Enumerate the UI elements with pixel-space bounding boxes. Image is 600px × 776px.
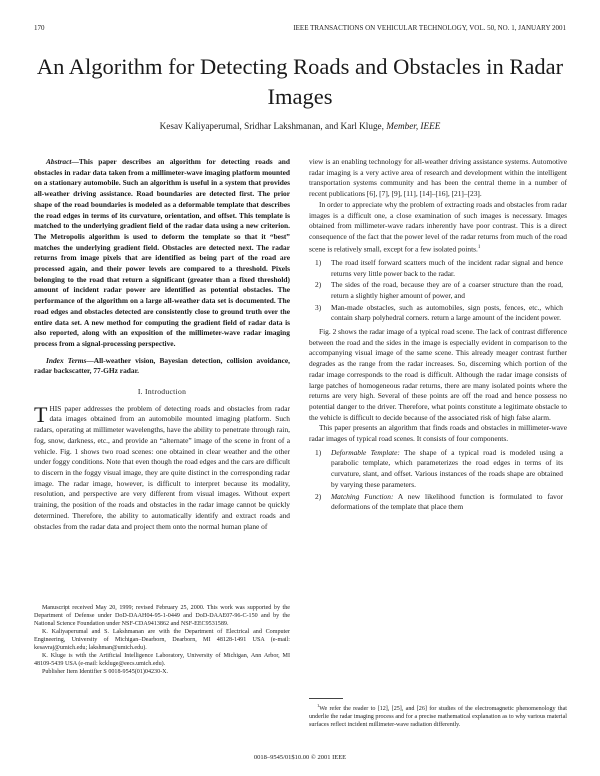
journal-header: IEEE TRANSACTIONS ON VEHICULAR TECHNOLOGY, VOL. 50, NO. 1, JANUARY 2001 [293,24,566,32]
index-terms-text: All-weather vision, Bayesian detection, collision avoidance, radar backscatter, 77-GHz radar. [34,355,290,376]
footnote-affiliation-1: K. Kaliyaperumal and S. Lakshmanan are with the Department of Electrical and Computer Engineering, University of Michigan–Dearborn, Dearborn, MI 48128-1491 USA (e-mail: kesavraj@umich.edu; lakshman@umich.edu). [34,629,290,651]
author-names: Kesav Kaliyaperumal, Sridhar Lakshmanan, and Karl Kluge, [159,121,384,131]
section-heading: I. Introduction [137,387,187,397]
scatter-list [309,258,567,324]
index-terms-label: Index Terms— [46,355,94,365]
right-paragraph-3: Fig. 2 shows the radar image of a typical road scene. The lack of contrast difference between the road and the sides in the image is especially evident in comparison to the accompanying visual image of the same scene. This already meager contrast further degrades as the range from the radar increases. So, discerning which portion of the radar image corresponds to the road is difficult. Although the radar image consists of large patches of homogeneous radar returns, there are many isolated points where the returns are very high. Several of these points are off the road and hence possess no potential danger to the driver. Therefore, what points constitute a legitimate obstacle to the vehicle is difficult to decide because of the associated risk of high false alarm. [309,327,567,422]
running-header [34,24,566,36]
intro-text: HIS paper addresses the problem of detecting roads and obstacles from radar data images obtained from an automobile mounted imaging platform. Such radars, operating at millimeter wavelengths, have the ability to penetrate through rain, fog, snow, darkness, etc., and provide an “alternate” image of the scene in front of a vehicle. Fig. 1 shows two road scenes: one obtained in clear weather and the other under foggy conditions. Note that even though the road edges and the cars are difficult to discern in the foggy visual image, they are quite distinct in the corresponding radar image. The radar image, however, is difficult to interpret because its modality, resolution, and perspective are very different from visual images. Without expert training, the position of the roads and obstacles in the radar image cannot be quickly determined. Therefore, the ability to automatically identify and extract roads and obstacles from the radar data and project them onto the normal human plane of [34,403,290,531]
right-footnote [309,698,567,729]
left-footnotes [34,604,290,676]
components-list [309,448,567,513]
right-column [309,157,567,516]
author-line [20,121,580,131]
abstract-label: Abstract— [46,157,79,166]
list-item: 3) Man-made obstacles, such as automobiles, sign posts, fences, etc., which contain sharp polyhedral corners. return a large amount of the incident power. [315,302,563,323]
right-paragraph-2 [309,200,567,255]
list-item: 2) Matching Function: A new likelihood function is formulated to favor deformations of the template that place them [315,491,563,512]
index-terms [34,356,290,377]
right-paragraph-4: This paper presents an algorithm that finds roads and obstacles in millimeter-wave radar images of typical road scenes. It consists of four components. [309,423,567,444]
list-item: 2) The sides of the road, because they are of a coarser structure than the road, return a slightly higher amount of power, and [315,280,563,300]
intro-paragraph [34,401,290,532]
list-item: 1) The road itself forward scatters much of the incident radar signal and hence returns very little power back to the radar. [315,257,563,278]
footnote-mark: 1 [477,244,481,250]
abstract [34,157,290,350]
left-column [34,157,290,532]
footnote-1: $^1$We refer the reader to [12], [25], and [26] for studies of the electromagnetic phenomenology that underlie the radar imaging process and for a precise mathematical explanation as to why various material surfaces reflect incident millimeter-wave radiation differently. [309,703,567,729]
footnote-affiliation-2: K. Kluge is with the Artificial Intelligence Laboratory, University of Michigan, Ann Arbor, MI 48109-5439 USA (e-mail: kckluge@eecs.umich.edu). [34,653,290,667]
copyright-footer: 0018–9545/01$10.00 © 2001 IEEE [253,754,347,761]
drop-cap: T [34,401,48,427]
paper-title: An Algorithm for Detecting Roads and Obstacles in Radar Images [36,54,564,109]
footnote-rule [309,698,343,699]
footnote-manuscript: Manuscript received May 20, 1999; revised February 25, 2000. This work was supported by the Department of Defense under DoD-DAAH04-95-1-0449 and DoD-DAAE07-96-C-150 and by the National Science Foundation under NSF-CDA9413862 and NSF-EEC9531589. [34,605,290,627]
footnote-publisher-id: Publisher Item Identifier S 0018-9545(01)04230-X. [42,669,169,675]
right-paragraph-2-text: In order to appreciate why the problem of extracting roads and obstacles from radar images is a difficult one, a close examination of such images is necessary. Images obtained from millimeter-wave radars inherently have poor contrast. This is a direct consequence of the fact that the power level of the radar returns from much of the road scene is relatively small, except for a few isolated points. [309,199,567,254]
abstract-text: This paper describes an algorithm for detecting roads and obstacles in radar data taken from a millimeter-wave imaging platform mounted on a stationary automobile. Such an algorithm is useful in a system that provides all-weather driving assistance. Road boundaries are detected first. The prior shape of the road boundaries is modeled as a deformable template that describes the road edges in terms of its curvature, orientation, and offset. This template is matched to the underlying gradient field of the radar data using a new criterion. The Metropolis algorithm is used to deform the template so that it “best” matches the underlying gradient field. Obstacles are detected next. The radar returns from image pixels that are identified as being part of the road are processed again, and their power levels are compared to a threshold. Pixels belonging to the road that return a significant (greater than a fixed threshold) amount of incident radar power are identified as potential obstacles. The performance of the algorithm on a large all-weather data set is documented. The road edges and obstacles detected are consistently close to ground truth over the entire data set. A new method for computing the gradient field of radar data is also reported, along with an exposition of the millimeter-wave radar imaging process from a signal-processing perspective. [34,157,290,348]
author-membership: Member, IEEE [386,121,441,131]
list-item: 1) Deformable Template: The shape of a typical road is modeled using a parabolic template, which parameterizes the road edges in terms of its curvature, slant, and offset. Various instances of the roads shape are obtained by varying these parameters. [315,447,563,489]
page-number: 170 [34,24,45,32]
right-paragraph-1: view is an enabling technology for all-weather driving assistance systems. Automotive radar imaging is a very active area of research and development within the intelligent transportation systems community and has been the central theme in a number of recent publications [6], [7], [9], [11], [14]–[16], [21]–[23]. [309,157,567,199]
